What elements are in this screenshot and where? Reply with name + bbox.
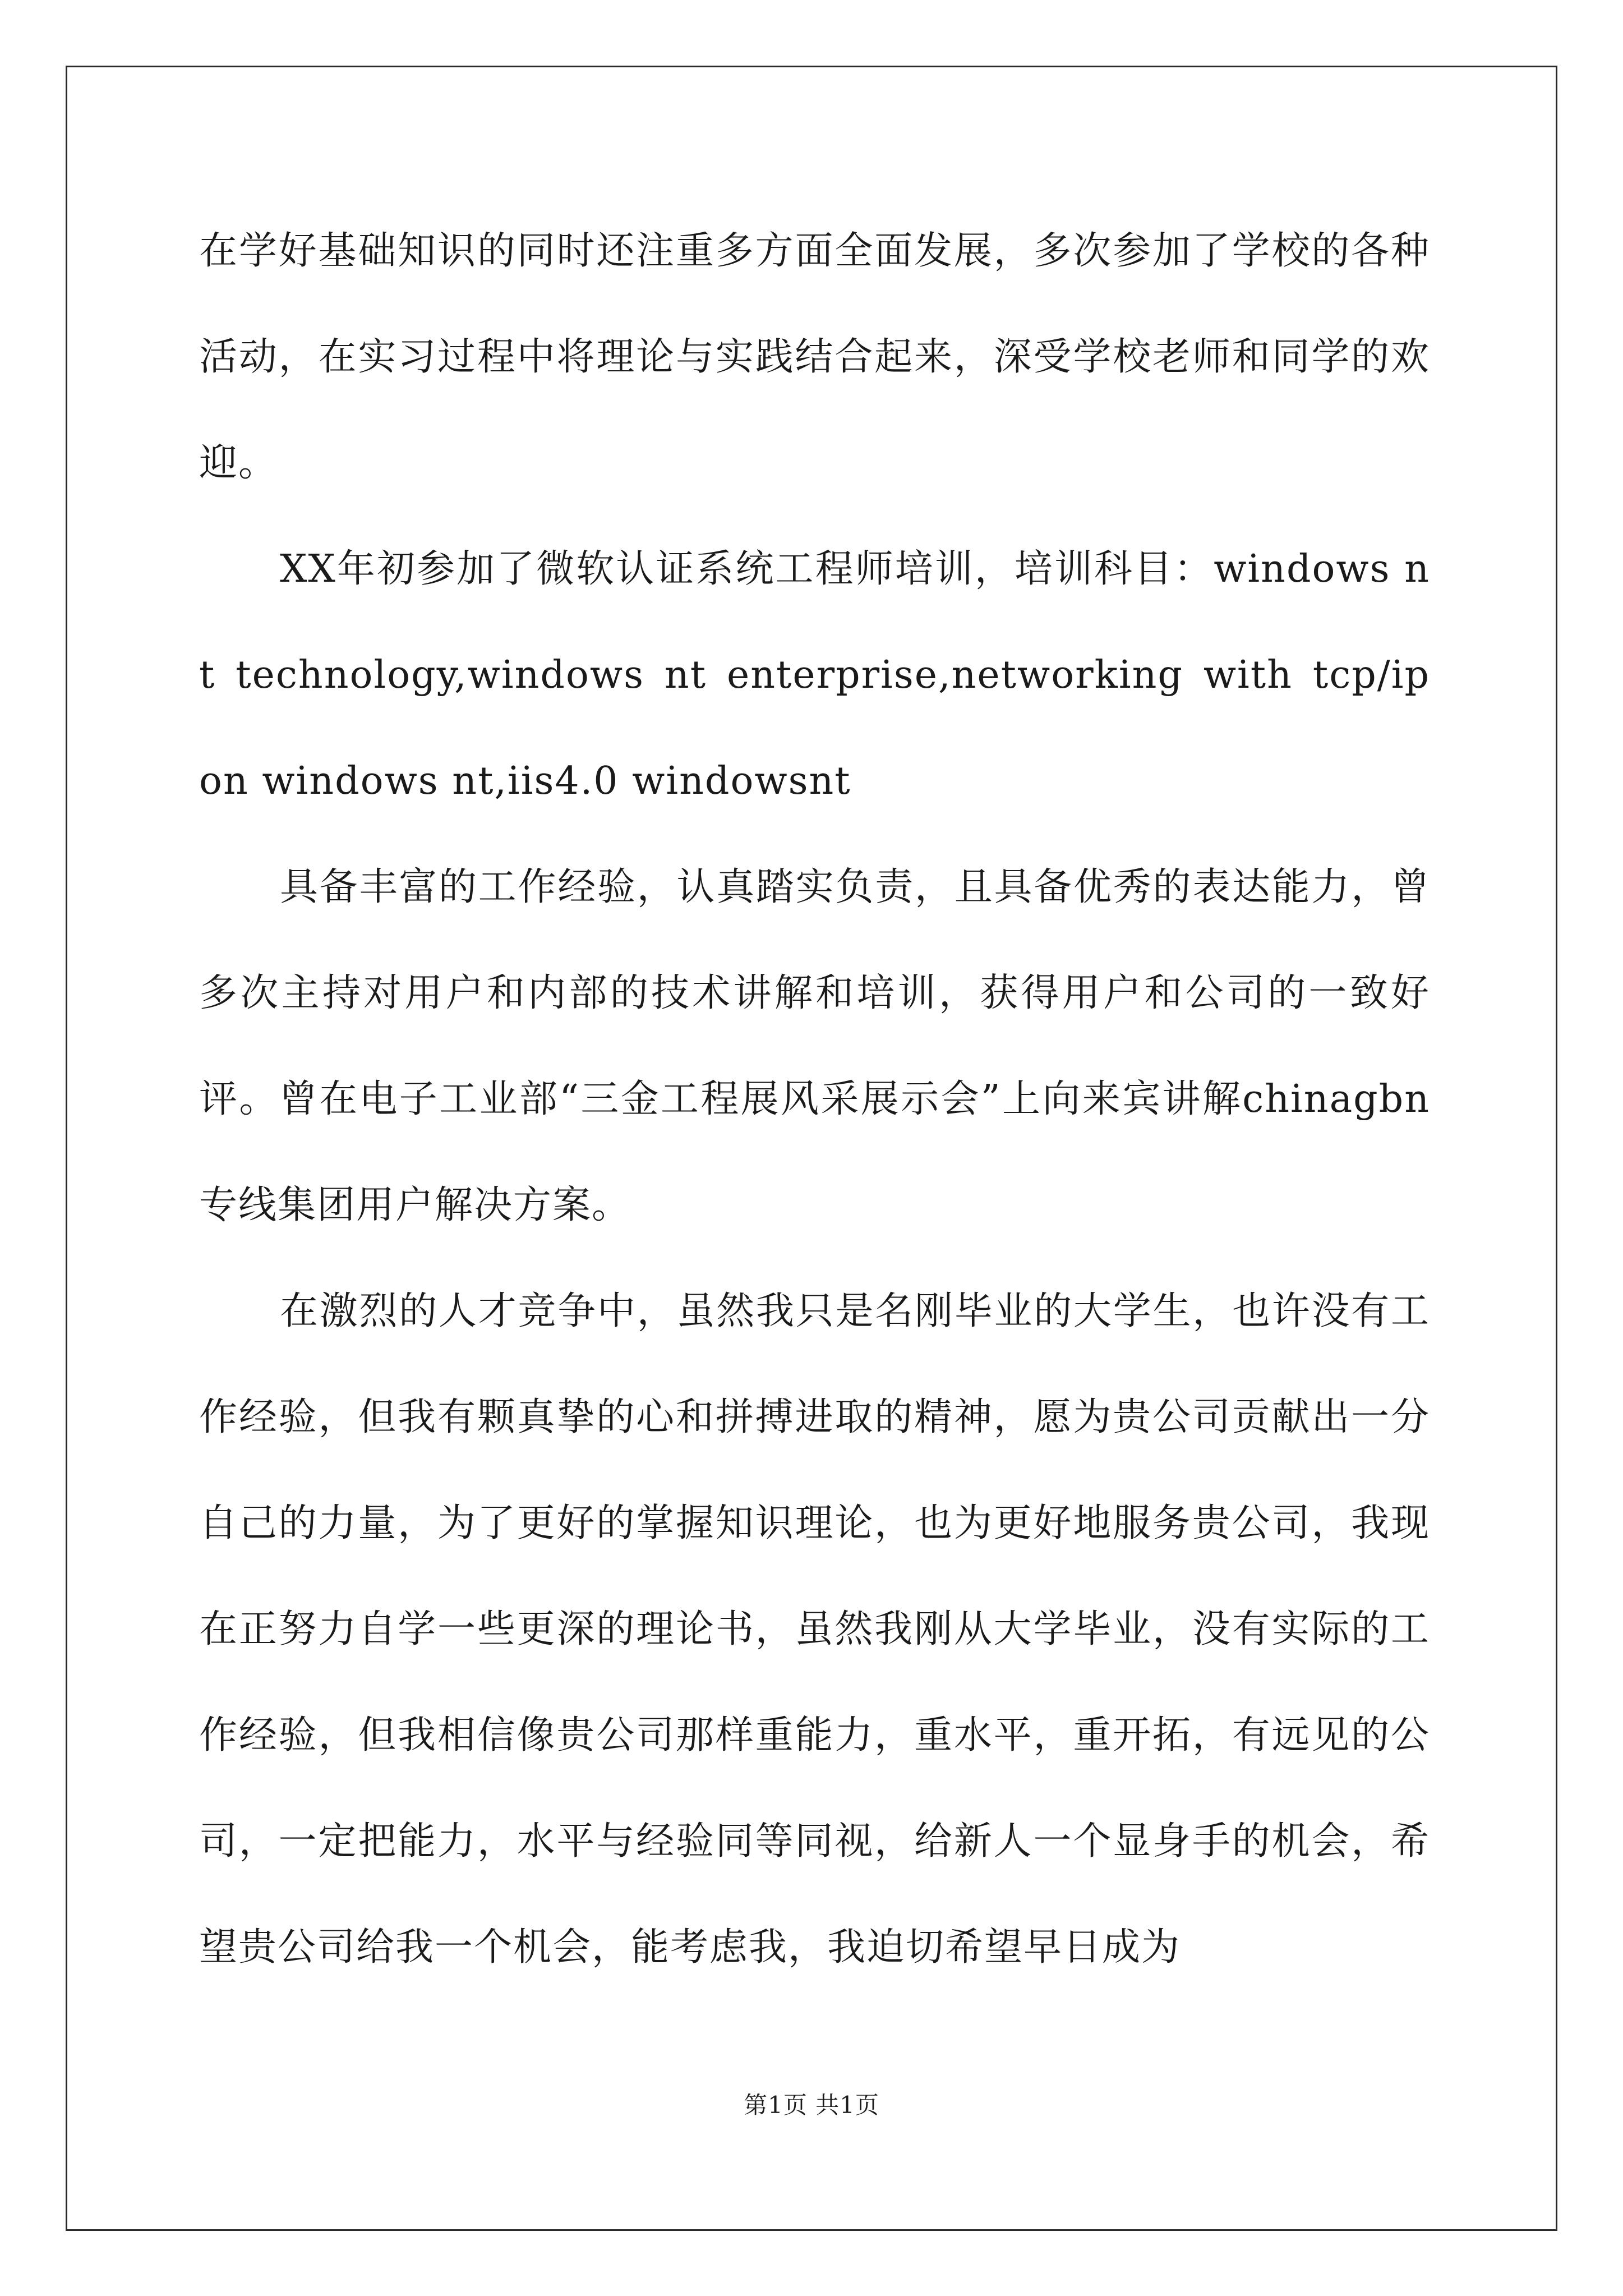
paragraph-2: XX年初参加了微软认证系统工程师培训，培训科目：windows nt technology,windows nt enterprise,networking with tcp/ip on windows nt,iis4.0 windowsnt xyxy=(199,547,1430,803)
paragraph-4: 在激烈的人才竞争中，虽然我只是名刚毕业的大学生，也许没有工作经验，但我有颗真挚的心和拼搏进取的精神，愿为贵公司贡献出一分自己的力量，为了更好的掌握知识理论，也为更好地服务贵公司，我现在正努力自学一些更深的理论书，虽然我刚从大学毕业，没有实际的工作经验，但我相信像贵公司那样重能力，重水平，重开拓，有远见的公司，一定把能力，水平与经验同等同视，给新人一个显身手的机会，希望贵公司给我一个机会，能考虑我，我迫切希望早日成为 xyxy=(199,1289,1430,1970)
paragraph-3: 具备丰富的工作经验，认真踏实负责，且具备优秀的表达能力，曾多次主持对用户和内部的技术讲解和培训，获得用户和公司的一致好评。曾在电子工业部“三金工程展风采展示会”上向来宾讲解chinagbn专线集团用户解决方案。 xyxy=(199,865,1430,1227)
paragraph-1: 在学好基础知识的同时还注重多方面全面发展，多次参加了学校的各种活动，在实习过程中将理论与实践结合起来，深受学校老师和同学的欢迎。 xyxy=(199,229,1430,485)
page-footer: 第1页 共1页 xyxy=(744,2091,879,2119)
document-body xyxy=(199,206,1430,2000)
